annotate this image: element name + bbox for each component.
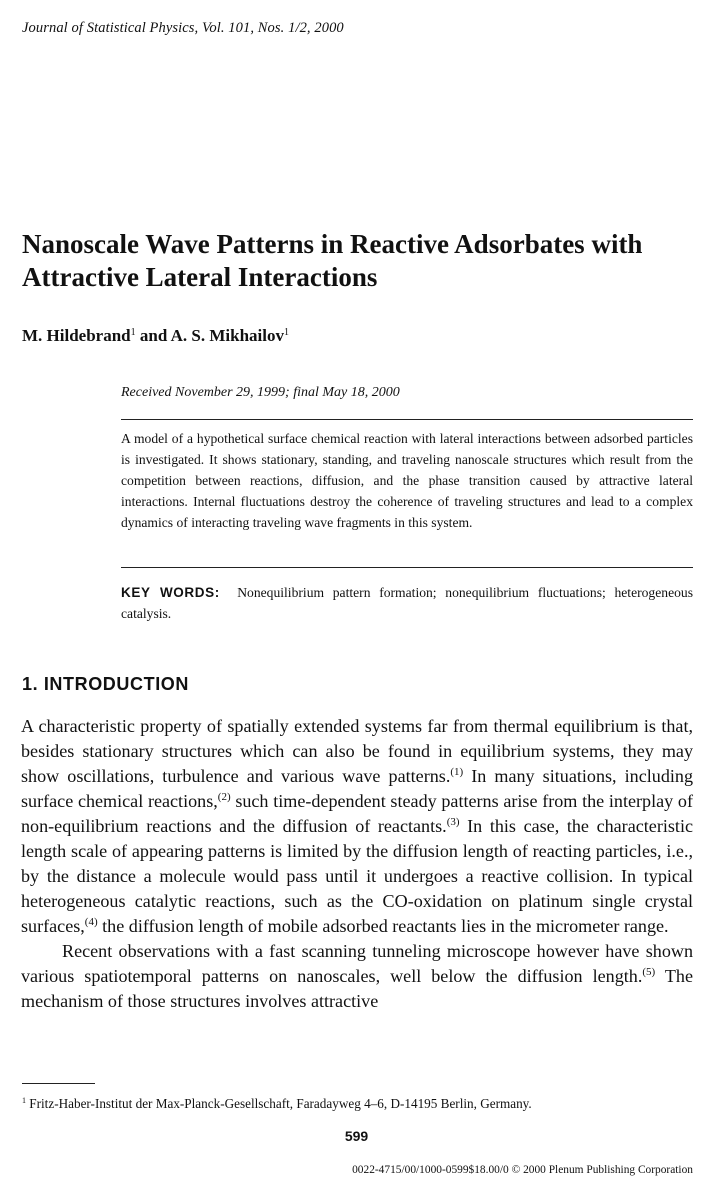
citation-ref: (5) — [642, 966, 656, 978]
received-dates: Received November 29, 1999; final May 18, 2000 — [121, 385, 400, 400]
journal-citation: Journal of Statistical Physics, Vol. 101, Nos. 1/2, 2000 — [22, 20, 344, 36]
copyright-line: 0022-4715/00/1000-0599$18.00/0 © 2000 Plenum Publishing Corporation — [352, 1164, 693, 1176]
footnote-rule — [22, 1083, 95, 1084]
abstract: A model of a hypothetical surface chemical reaction with lateral interactions between adsorbed particles is investigated. It shows stationary, standing, and traveling nanoscale structures which result from the competition between reactions, diffusion, and the phase transition caused by attractive lateral interactions. Internal fluctuations destroy the coherence of traveling structures and lead to a complex dynamics of interacting traveling wave fragments in this system. — [121, 431, 693, 530]
footnote-mark: 1 — [22, 1096, 26, 1105]
page-number: 599 — [344, 1128, 369, 1144]
keywords-label: KEY WORDS: — [121, 585, 220, 600]
author-name: M. Hildebrand — [22, 326, 131, 345]
citation-ref: (4) — [84, 916, 98, 928]
author-name: A. S. Mikhailov — [170, 326, 284, 345]
keywords-text: Nonequilibrium pattern formation; nonequilibrium fluctuations; heterogeneous catalysis. — [121, 585, 693, 621]
section-heading: 1. INTRODUCTION — [22, 674, 190, 694]
text-run: The mechanism of those structures involves attractive — [21, 966, 693, 1011]
text-run: A characteristic property of spatially extended systems far from thermal equilibrium is that, besides stationary structures which can also be found in equilibrium systems, they may show oscillations, turbulence and various wave patterns. — [21, 716, 693, 786]
citation-ref: (3) — [446, 816, 460, 828]
body-text — [21, 714, 693, 1014]
article-title: Nanoscale Wave Patterns in Reactive Adsorbates with Attractive Lateral Interactions — [22, 229, 643, 292]
footnote-text: Fritz-Haber-Institut der Max-Planck-Gesellschaft, Faradayweg 4–6, D-14195 Berlin, Germany. — [26, 1096, 532, 1111]
text-run: Recent observations with a fast scanning tunneling microscope however have shown various spatiotemporal patterns on nanoscales, well below the diffusion length. — [21, 941, 693, 986]
text-run: In this case, the characteristic length scale of appearing patterns is limited by the diffusion length of reacting particles, i.e., by the distance a molecule would pass until it undergoes a reactive collision. In typical heterogeneous catalytic reactions, such as the CO-oxidation on platinum single crystal surfaces, — [21, 816, 693, 936]
text-run: the diffusion length of mobile adsorbed reactants lies in the micrometer range. — [97, 916, 669, 936]
affiliation-mark: 1 — [130, 327, 136, 338]
affiliation-mark: 1 — [283, 327, 289, 338]
citation-ref: (1) — [450, 766, 464, 778]
author-line — [22, 326, 289, 346]
abstract-top-rule — [121, 419, 693, 420]
footnote — [22, 1096, 694, 1112]
paragraph — [21, 939, 693, 1014]
text-run: such time-dependent steady patterns arise from the interplay of non-equilibrium reactions and the diffusion of reactants. — [21, 791, 693, 836]
keywords — [121, 582, 693, 624]
abstract-bottom-rule — [121, 567, 693, 568]
paragraph — [21, 714, 693, 939]
text-run: In many situations, including surface chemical reactions, — [21, 766, 693, 811]
citation-ref: (2) — [217, 791, 231, 803]
author-conjunction: and — [139, 326, 168, 345]
